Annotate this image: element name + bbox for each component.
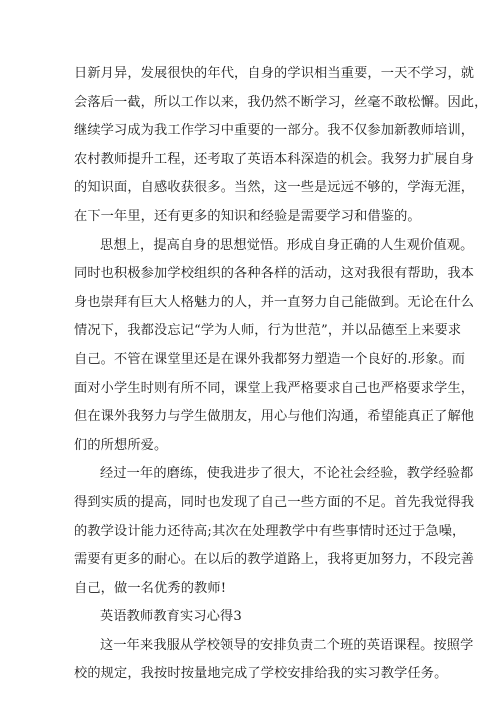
text-line: 同时也积极参加学校组织的各种各样的活动，这对我很有帮助，我本 [74,266,475,282]
text-line: 日新月异，发展很快的年代，自身的学识相当重要，一天不学习，就 [74,66,475,81]
text-line: 在下一年里，还有更多的知识和经验是需要学习和借鉴的。 [74,208,421,224]
section-heading [74,603,430,632]
text-line: 农村教师提升工程，还考取了英语本科深造的机会。我努力扩展自身 [74,151,475,167]
text-line: 面对小学生时则有所不同，课堂上我严格要求自己也严格要求学生， [74,380,475,396]
text-line: 校的规定，我按时按量地完成了学校安排给我的实习教学任务。 [74,666,448,682]
text-line: 的教学设计能力还待高;其次在处理教学中有些事情时还过于急噪， [74,523,466,539]
text-line: 情况下，我都没忘记“学为人师，行为世范”，并以品德至上来要求 [74,323,462,339]
text-line: 们的所想所爱。 [74,437,168,453]
text-line: 这一年来我服从学校领导的安排负责二个班的英语课程。按照学 [100,637,474,653]
paragraph-thought [74,232,475,461]
paragraph-learning [74,60,488,232]
text-line: 自己，做一名优秀的教师! [74,580,227,596]
text-line: 但在课外我努力与学生做朋友，用心与他们沟通，希望能真正了解他 [74,409,475,425]
text-line: 会落后一截，所以工作以来，我仍然不断学习，丝毫不敢松懈。因此， [74,94,488,110]
text-line: 身也崇拜有巨大人格魅力的人，并一直努力自己能做到。无论在什么 [74,294,475,310]
text-line: 自己。不管在课堂里还是在课外我都努力塑造一个良好的.形象。而 [74,351,466,367]
text-line: 思想上，提高自身的思想觉悟。形成自身正确的人生观价值观。 [100,237,474,253]
text-line: 的知识面，自感收获很多。当然，这一些是远远不够的，学海无涯， [74,180,475,196]
paragraph-intro [74,632,474,689]
text-line: 需要有更多的耐心。在以后的教学道路上，我将更加努力，不段完善 [74,552,475,568]
document-body [74,60,488,689]
paragraph-progress [74,460,475,603]
text-line: 经过一年的磨练，使我进步了很大，不论社会经验，教学经验都 [100,466,474,482]
text-line: 得到实质的提高，同时也发现了自己一些方面的不足。首先我觉得我 [74,494,475,510]
text-line: 继续学习成为我工作学习中重要的一部分。我不仅参加新教师培训， [74,123,475,139]
section-title: 英语教师教育实习心得3 [100,609,242,625]
